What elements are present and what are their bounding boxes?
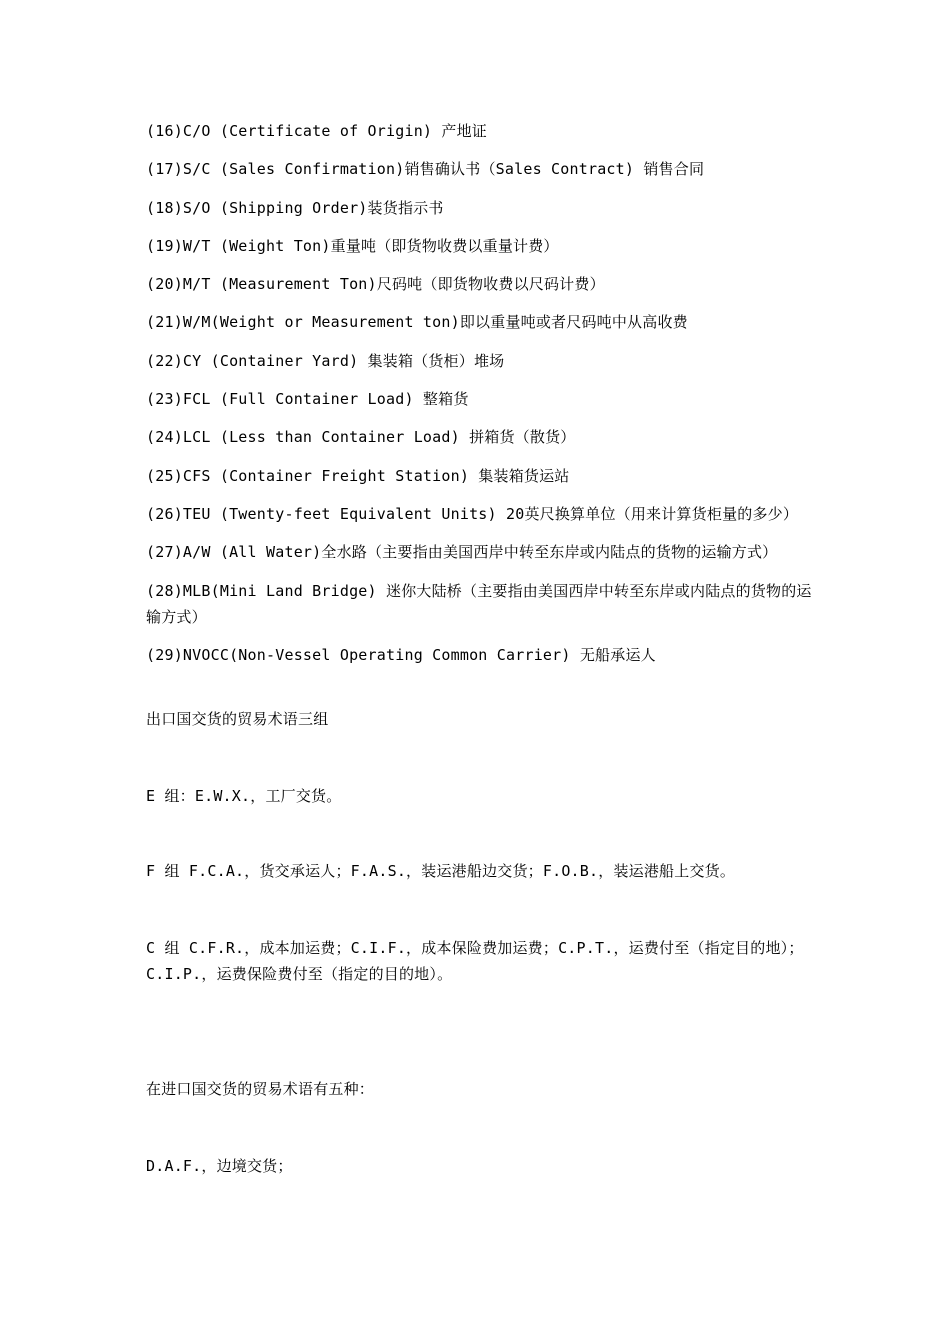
item-17: (17)S/C (Sales Confirmation)销售确认书（Sales Contract) 销售合同 <box>146 160 705 178</box>
item-20: (20)M/T (Measurement Ton)尺码吨（即货物收费以尺码计费） <box>146 275 605 293</box>
item-18: (18)S/O (Shipping Order)装货指示书 <box>146 199 444 217</box>
group-f-terms: F 组 F.C.A.，货交承运人；F.A.S.，装运港船边交货；F.O.B.，装运港船上交货。 <box>146 862 736 880</box>
export-terms-heading: 出口国交货的贸易术语三组 <box>146 710 329 728</box>
item-29: (29)NVOCC(Non-Vessel Operating Common Carrier) 无船承运人 <box>146 646 656 664</box>
group-e-terms: E 组：E.W.X.，工厂交货。 <box>146 787 342 805</box>
item-21: (21)W/M(Weight or Measurement ton)即以重量吨或者尺码吨中从高收费 <box>146 313 688 331</box>
item-28: (28)MLB(Mini Land Bridge) 迷你大陆桥（主要指由美国西岸中转至东岸或内陆点的货物的运输方式） <box>146 582 812 626</box>
daf-term: D.A.F.，边境交货； <box>146 1157 293 1175</box>
item-26: (26)TEU (Twenty-feet Equivalent Units) 20英尺换算单位（用来计算货柜量的多少） <box>146 505 799 523</box>
item-27: (27)A/W (All Water)全水路（主要指由美国西岸中转至东岸或内陆点的货物的运输方式） <box>146 543 778 561</box>
item-22: (22)CY (Container Yard) 集装箱（货柜）堆场 <box>146 352 505 370</box>
item-16: (16)C/O (Certificate of Origin) 产地证 <box>146 122 487 140</box>
item-19: (19)W/T (Weight Ton)重量吨（即货物收费以重量计费） <box>146 237 559 255</box>
item-23: (23)FCL (Full Container Load) 整箱货 <box>146 390 469 408</box>
item-25: (25)CFS (Container Freight Station) 集装箱货运站 <box>146 467 570 485</box>
import-terms-heading: 在进口国交货的贸易术语有五种： <box>146 1080 375 1098</box>
group-c-terms: C 组 C.F.R.，成本加运费；C.I.F.，成本保险费加运费；C.P.T.，运费付至（指定目的地）；C.I.P.，运费保险费付至（指定的目的地）。 <box>146 939 804 983</box>
item-24: (24)LCL (Less than Container Load) 拼箱货（散货） <box>146 428 576 446</box>
